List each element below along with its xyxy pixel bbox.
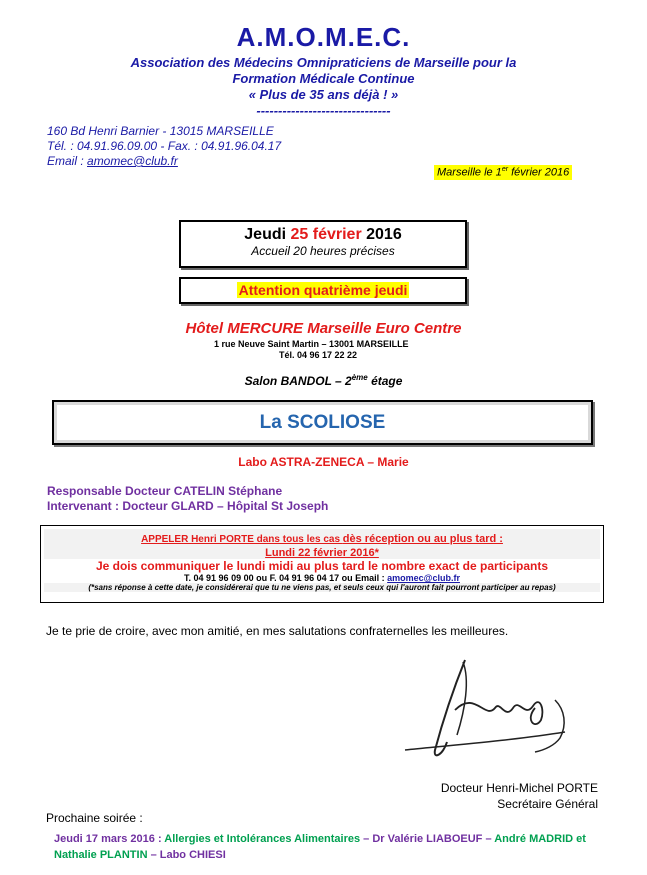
subtitle-line: « Plus de 35 ans déjà ! » — [248, 87, 399, 102]
separator: ------------------------------- — [256, 103, 391, 118]
next-speaker-1: Dr Valérie LIABOEUF — [372, 833, 483, 845]
next-topic: Allergies et Intolérances Alimentaires — [164, 833, 361, 845]
rsvp-deadline-label: dès réception ou au plus tard : — [342, 533, 503, 545]
phone-fax: Tél. : 04.91.96.09.00 - Fax. : 04.91.96.04.17 — [47, 139, 282, 153]
rsvp-call: APPELER Henri PORTE dans tous les cas — [141, 534, 343, 545]
closing-formula: Je te prie de croire, avec mon amitié, en mes salutations confraternelles les meilleures. — [46, 624, 509, 638]
organization-subtitle — [0, 55, 647, 119]
welcome-time: Accueil 20 heures précises — [251, 244, 395, 258]
next-labo: Labo CHIESI — [159, 849, 226, 861]
speakers-block — [47, 484, 328, 514]
signatory-name: Docteur Henri-Michel PORTE — [440, 781, 598, 795]
rsvp-deadline-date: Lundi 22 février 2016* — [265, 547, 379, 559]
rsvp-phone-fax: T. 04 91 96 09 00 ou F. 04 91 96 04 17 ou Email : — [184, 573, 388, 583]
salon-suffix: étage — [367, 374, 403, 388]
rsvp-box — [40, 525, 604, 603]
email-line — [47, 154, 281, 169]
date-prefix: Marseille le 1 — [437, 166, 502, 179]
rsvp-email-link[interactable]: amomec@club.fr — [387, 573, 460, 583]
signature-image — [395, 650, 585, 770]
date-sup: er — [501, 166, 509, 173]
next-evening-details — [54, 831, 614, 863]
rsvp-disclaimer: (*sans réponse à cette date, je considérerai que tu ne viens pas, et seuls ceux qui l'auront fait pourront participer au repas) — [44, 583, 600, 592]
separator-dash: – — [360, 833, 373, 845]
hotel-street: 1 rue Neuve Saint Martin – 13001 MARSEILLE — [214, 339, 409, 349]
topic-box — [52, 400, 593, 445]
topic-title: La SCOLIOSE — [259, 412, 386, 433]
email-label: Email : — [47, 154, 88, 168]
letter-date — [434, 165, 572, 180]
signatory-block — [360, 780, 598, 812]
event-date-value: 25 février — [290, 226, 362, 243]
rsvp-note: Je dois communiquer le lundi midi au plus tard le nombre exact de participants — [95, 559, 549, 573]
rsvp-contact — [41, 573, 603, 583]
email-link[interactable]: amomec@club.fr — [87, 154, 178, 168]
date-suffix: février 2016 — [508, 166, 570, 179]
hotel-name: Hôtel MERCURE Marseille Euro Centre — [185, 320, 462, 337]
salon — [0, 373, 647, 388]
labo-sponsor: Labo ASTRA-ZENECA – Marie — [238, 455, 409, 469]
event-date — [181, 226, 465, 244]
attention-text: Attention quatrième jeudi — [238, 282, 408, 298]
separator-dash: – — [482, 833, 495, 845]
next-evening-label: Prochaine soirée : — [46, 811, 143, 825]
separator-dash: – — [147, 849, 160, 861]
organization-title: A.M.O.M.E.C. — [236, 22, 411, 52]
responsable: Responsable Docteur CATELIN Stéphane — [47, 484, 283, 498]
next-date: Jeudi 17 mars 2016 : — [54, 833, 165, 845]
address: 160 Bd Henri Barnier - 13015 MARSEILLE — [47, 124, 274, 138]
rsvp-line-1 — [44, 529, 600, 547]
contact-block — [47, 124, 281, 169]
hotel-tel: Tél. 04 96 17 22 22 — [279, 350, 358, 360]
attention-box — [179, 277, 467, 304]
salon-prefix: Salon BANDOL – 2 — [244, 374, 352, 388]
event-day: Jeudi — [244, 226, 291, 243]
intervenant: Intervenant : Docteur GLARD – Hôpital St Joseph — [47, 499, 329, 513]
subtitle-line: Association des Médecins Omnipraticiens de Marseille pour la — [130, 55, 517, 70]
subtitle-line: Formation Médicale Continue — [232, 71, 415, 86]
event-year: 2016 — [361, 226, 402, 243]
event-date-box — [179, 220, 467, 268]
next-speakers-2: André MADRID et Nathalie PLANTIN — [54, 833, 586, 861]
rsvp-header — [44, 529, 600, 559]
signatory-role: Secrétaire Général — [497, 797, 598, 811]
salon-sup: ème — [351, 373, 368, 382]
